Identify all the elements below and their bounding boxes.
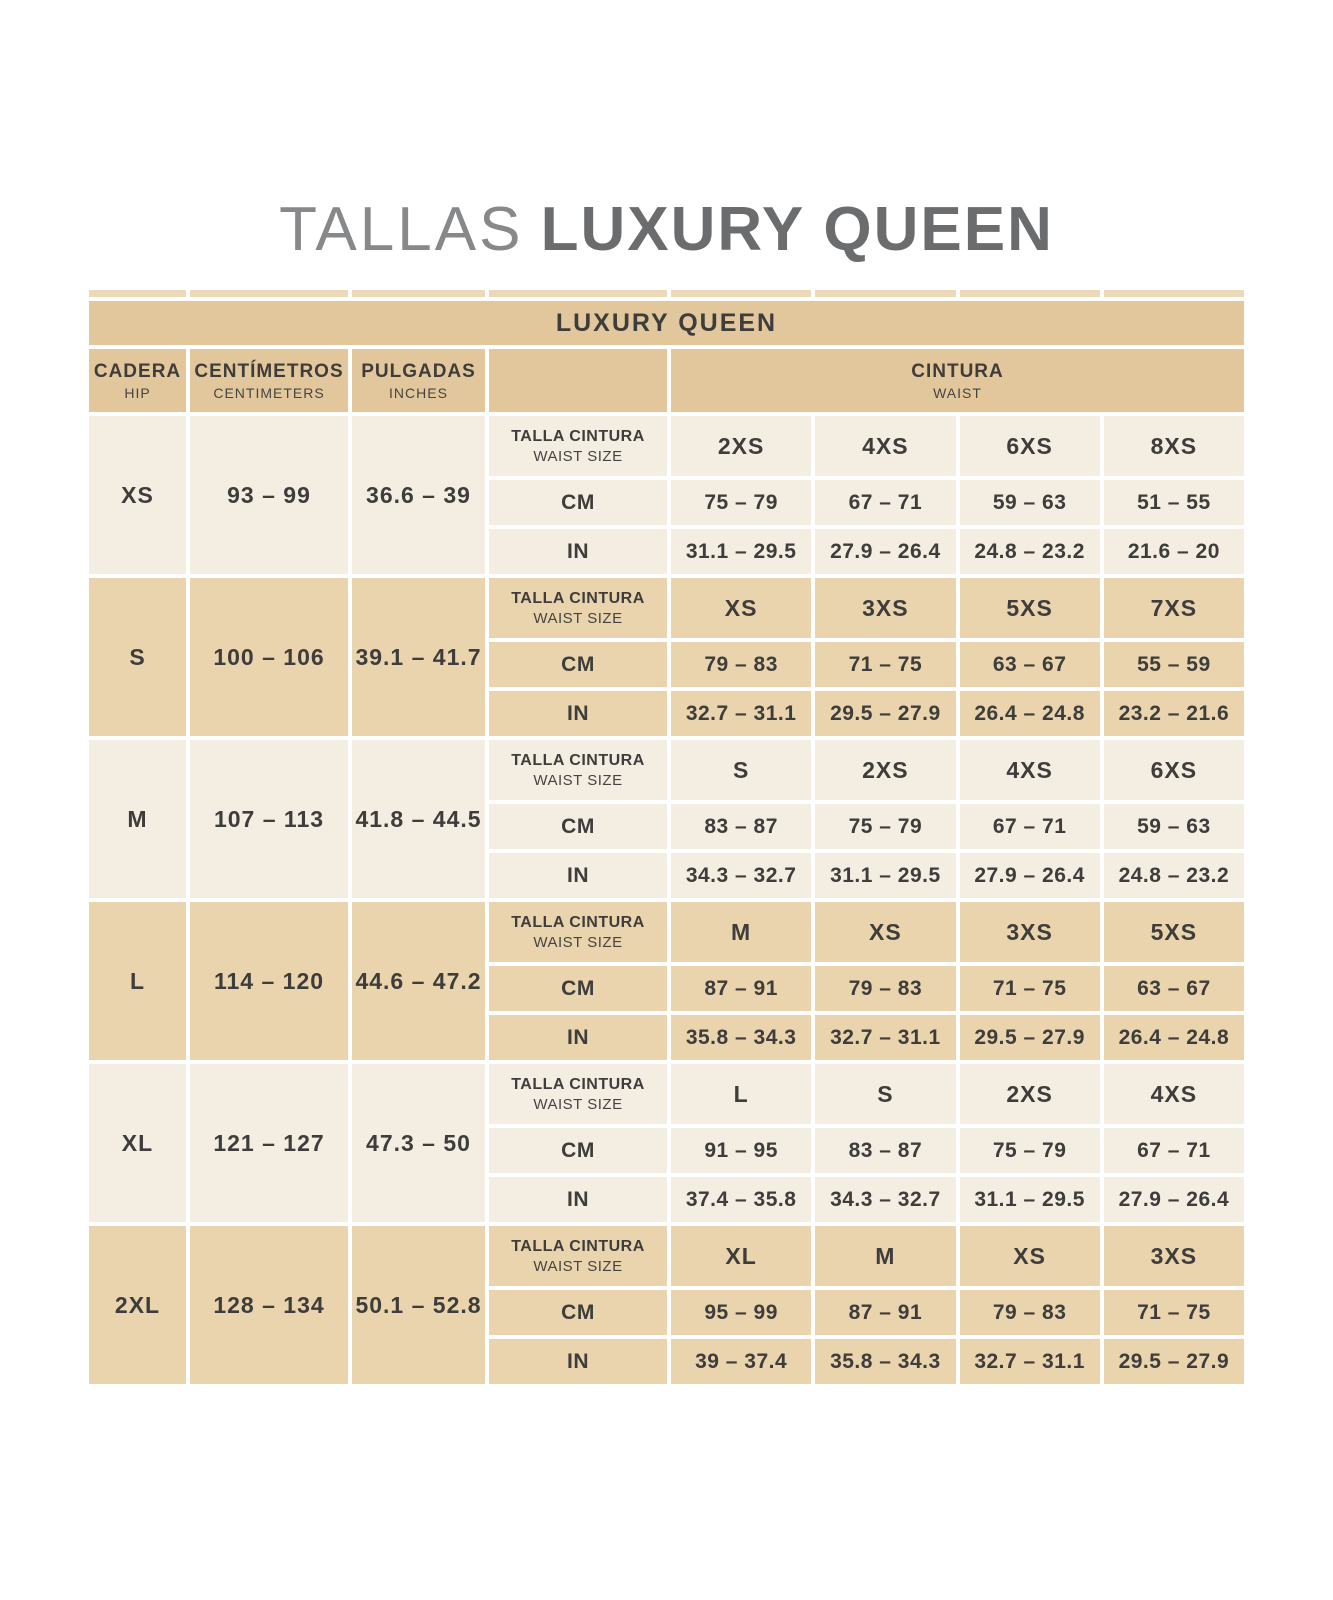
waist-in-cell: 34.3 – 32.7: [815, 1177, 955, 1222]
cm-unit-label-cell: CM: [489, 1290, 667, 1335]
waist-in-cell: 31.1 – 29.5: [671, 529, 811, 574]
size-row-group: [89, 578, 1244, 736]
waist-size-sublabel: WAIST SIZE: [533, 447, 623, 465]
waist-size-label-cell: [489, 416, 667, 476]
cm-unit-label-cell: CM: [489, 1128, 667, 1173]
waist-size-subrow: [489, 578, 1244, 638]
waist-size-cell: M: [671, 902, 811, 962]
waist-size-cell: XL: [671, 1226, 811, 1286]
waist-size-subrow: [489, 740, 1244, 800]
waist-in-cell: 37.4 – 35.8: [671, 1177, 811, 1222]
waist-in-cell: 31.1 – 29.5: [815, 853, 955, 898]
page-title-bold: LUXURY QUEEN: [540, 195, 1054, 264]
waist-size-subrow: [489, 902, 1244, 962]
waist-cm-cell: 91 – 95: [671, 1128, 811, 1173]
header-hip-sublabel: HIP: [124, 384, 151, 401]
waist-cm-cell: 79 – 83: [671, 642, 811, 687]
table-header-row: [89, 349, 1244, 412]
waist-in-cell: 32.7 – 31.1: [671, 691, 811, 736]
waist-in-subrow: [489, 1339, 1244, 1384]
waist-in-cell: 29.5 – 27.9: [1104, 1339, 1244, 1384]
waist-cm-subrow: [489, 1290, 1244, 1335]
waist-size-label-cell: [489, 1064, 667, 1124]
waist-size-cell: 3XS: [960, 902, 1100, 962]
waist-cm-cell: 75 – 79: [671, 480, 811, 525]
page-title: [0, 0, 1333, 264]
waist-size-cell: S: [815, 1064, 955, 1124]
size-table-body: [89, 416, 1244, 1384]
waist-size-sublabel: WAIST SIZE: [533, 1095, 623, 1113]
waist-size-cell: XS: [671, 578, 811, 638]
size-row-group: [89, 416, 1244, 574]
in-unit-label-cell: IN: [489, 853, 667, 898]
hip-in-range-cell: 36.6 – 39: [352, 416, 485, 574]
waist-size-cell: 2XS: [960, 1064, 1100, 1124]
page-title-light: TALLAS: [279, 195, 524, 264]
waist-cm-cell: 67 – 71: [960, 804, 1100, 849]
waist-cm-cell: 87 – 91: [815, 1290, 955, 1335]
waist-in-cell: 27.9 – 26.4: [1104, 1177, 1244, 1222]
waist-in-cell: 23.2 – 21.6: [1104, 691, 1244, 736]
waist-cm-cell: 67 – 71: [815, 480, 955, 525]
size-row-group: [89, 902, 1244, 1060]
waist-cm-cell: 95 – 99: [671, 1290, 811, 1335]
table-top-sliver: [89, 290, 1244, 297]
waist-cm-subrow: [489, 480, 1244, 525]
waist-size-sublabel: WAIST SIZE: [533, 609, 623, 627]
hip-size-cell: XL: [89, 1064, 186, 1222]
waist-subrows: [489, 902, 1244, 1060]
waist-in-cell: 29.5 – 27.9: [960, 1015, 1100, 1060]
waist-size-cell: 2XS: [671, 416, 811, 476]
waist-in-subrow: [489, 691, 1244, 736]
hip-cm-range-cell: 128 – 134: [190, 1226, 348, 1384]
waist-size-cell: 8XS: [1104, 416, 1244, 476]
sliver-segment: [1104, 290, 1244, 297]
waist-size-cell: 5XS: [960, 578, 1100, 638]
header-waist: [671, 349, 1244, 412]
waist-in-cell: 26.4 – 24.8: [1104, 1015, 1244, 1060]
sliver-segment: [960, 290, 1100, 297]
header-inches: [352, 349, 485, 412]
sliver-segment: [190, 290, 348, 297]
waist-in-cell: 35.8 – 34.3: [815, 1339, 955, 1384]
waist-cm-cell: 51 – 55: [1104, 480, 1244, 525]
waist-cm-subrow: [489, 966, 1244, 1011]
waist-cm-cell: 79 – 83: [815, 966, 955, 1011]
waist-size-cell: 4XS: [1104, 1064, 1244, 1124]
hip-cm-range-cell: 107 – 113: [190, 740, 348, 898]
waist-cm-cell: 67 – 71: [1104, 1128, 1244, 1173]
waist-cm-subrow: [489, 642, 1244, 687]
waist-size-label: TALLA CINTURA: [511, 1237, 645, 1255]
waist-cm-subrow: [489, 1128, 1244, 1173]
waist-size-label: TALLA CINTURA: [511, 913, 645, 931]
waist-size-cell: 5XS: [1104, 902, 1244, 962]
hip-in-range-cell: 44.6 – 47.2: [352, 902, 485, 1060]
waist-size-label: TALLA CINTURA: [511, 589, 645, 607]
hip-size-cell: S: [89, 578, 186, 736]
waist-cm-cell: 83 – 87: [671, 804, 811, 849]
waist-in-subrow: [489, 529, 1244, 574]
waist-size-cell: 3XS: [815, 578, 955, 638]
header-waist-sublabel: WAIST: [933, 384, 982, 401]
waist-size-label: TALLA CINTURA: [511, 751, 645, 769]
size-row-group: [89, 740, 1244, 898]
hip-in-range-cell: 39.1 – 41.7: [352, 578, 485, 736]
waist-size-cell: 2XS: [815, 740, 955, 800]
waist-cm-cell: 55 – 59: [1104, 642, 1244, 687]
header-centimeters-sublabel: CENTIMETERS: [213, 384, 325, 401]
hip-in-range-cell: 41.8 – 44.5: [352, 740, 485, 898]
waist-size-label-cell: [489, 1226, 667, 1286]
hip-cm-range-cell: 93 – 99: [190, 416, 348, 574]
hip-size-cell: L: [89, 902, 186, 1060]
in-unit-label-cell: IN: [489, 1339, 667, 1384]
waist-size-cell: L: [671, 1064, 811, 1124]
waist-size-label: TALLA CINTURA: [511, 427, 645, 445]
cm-unit-label-cell: CM: [489, 642, 667, 687]
in-unit-label-cell: IN: [489, 1177, 667, 1222]
waist-size-cell: 4XS: [815, 416, 955, 476]
hip-in-range-cell: 47.3 – 50: [352, 1064, 485, 1222]
waist-size-label-cell: [489, 578, 667, 638]
cm-unit-label-cell: CM: [489, 804, 667, 849]
waist-size-sublabel: WAIST SIZE: [533, 933, 623, 951]
waist-size-subrow: [489, 1064, 1244, 1124]
waist-cm-cell: 71 – 75: [815, 642, 955, 687]
size-row-group: [89, 1064, 1244, 1222]
sliver-segment: [89, 290, 186, 297]
waist-in-cell: 31.1 – 29.5: [960, 1177, 1100, 1222]
hip-cm-range-cell: 121 – 127: [190, 1064, 348, 1222]
waist-in-cell: 26.4 – 24.8: [960, 691, 1100, 736]
waist-cm-cell: 83 – 87: [815, 1128, 955, 1173]
waist-size-cell: S: [671, 740, 811, 800]
sliver-segment: [352, 290, 485, 297]
waist-in-subrow: [489, 853, 1244, 898]
waist-cm-cell: 59 – 63: [1104, 804, 1244, 849]
waist-cm-subrow: [489, 804, 1244, 849]
waist-size-label: TALLA CINTURA: [511, 1075, 645, 1093]
in-unit-label-cell: IN: [489, 529, 667, 574]
waist-in-cell: 32.7 – 31.1: [815, 1015, 955, 1060]
waist-in-cell: 29.5 – 27.9: [815, 691, 955, 736]
header-inches-sublabel: INCHES: [389, 384, 448, 401]
header-centimeters-label: CENTÍMETROS: [194, 360, 344, 382]
waist-cm-cell: 75 – 79: [815, 804, 955, 849]
waist-cm-cell: 71 – 75: [1104, 1290, 1244, 1335]
header-centimeters: [190, 349, 348, 412]
waist-size-cell: XS: [960, 1226, 1100, 1286]
waist-size-cell: 6XS: [960, 416, 1100, 476]
waist-cm-cell: 63 – 67: [960, 642, 1100, 687]
waist-in-cell: 35.8 – 34.3: [671, 1015, 811, 1060]
header-inches-label: PULGADAS: [361, 360, 476, 382]
waist-size-sublabel: WAIST SIZE: [533, 771, 623, 789]
hip-in-range-cell: 50.1 – 52.8: [352, 1226, 485, 1384]
waist-cm-cell: 79 – 83: [960, 1290, 1100, 1335]
waist-size-label-cell: [489, 740, 667, 800]
waist-subrows: [489, 1226, 1244, 1384]
hip-size-cell: M: [89, 740, 186, 898]
header-waist-label: CINTURA: [911, 360, 1004, 382]
waist-subrows: [489, 1064, 1244, 1222]
waist-in-cell: 27.9 – 26.4: [960, 853, 1100, 898]
cm-unit-label-cell: CM: [489, 966, 667, 1011]
waist-in-subrow: [489, 1015, 1244, 1060]
hip-size-cell: 2XL: [89, 1226, 186, 1384]
header-spacer: [489, 349, 667, 412]
waist-in-cell: 32.7 – 31.1: [960, 1339, 1100, 1384]
waist-size-label-cell: [489, 902, 667, 962]
waist-subrows: [489, 416, 1244, 574]
waist-in-cell: 27.9 – 26.4: [815, 529, 955, 574]
waist-in-cell: 24.8 – 23.2: [1104, 853, 1244, 898]
waist-in-cell: 24.8 – 23.2: [960, 529, 1100, 574]
waist-size-sublabel: WAIST SIZE: [533, 1257, 623, 1275]
size-row-group: [89, 1226, 1244, 1384]
hip-size-cell: XS: [89, 416, 186, 574]
waist-subrows: [489, 740, 1244, 898]
waist-in-cell: 39 – 37.4: [671, 1339, 811, 1384]
waist-cm-cell: 75 – 79: [960, 1128, 1100, 1173]
size-table: [89, 290, 1244, 1384]
waist-size-cell: 3XS: [1104, 1226, 1244, 1286]
waist-size-cell: 7XS: [1104, 578, 1244, 638]
waist-size-subrow: [489, 1226, 1244, 1286]
waist-cm-cell: 59 – 63: [960, 480, 1100, 525]
cm-unit-label-cell: CM: [489, 480, 667, 525]
hip-cm-range-cell: 114 – 120: [190, 902, 348, 1060]
waist-size-cell: 6XS: [1104, 740, 1244, 800]
header-hip-label: CADERA: [93, 360, 182, 382]
waist-in-subrow: [489, 1177, 1244, 1222]
waist-size-cell: 4XS: [960, 740, 1100, 800]
waist-size-subrow: [489, 416, 1244, 476]
waist-size-cell: XS: [815, 902, 955, 962]
waist-cm-cell: 71 – 75: [960, 966, 1100, 1011]
sliver-segment: [489, 290, 667, 297]
waist-subrows: [489, 578, 1244, 736]
in-unit-label-cell: IN: [489, 1015, 667, 1060]
waist-cm-cell: 87 – 91: [671, 966, 811, 1011]
waist-in-cell: 34.3 – 32.7: [671, 853, 811, 898]
sliver-segment: [671, 290, 811, 297]
waist-in-cell: 21.6 – 20: [1104, 529, 1244, 574]
waist-cm-cell: 63 – 67: [1104, 966, 1244, 1011]
sliver-segment: [815, 290, 955, 297]
hip-cm-range-cell: 100 – 106: [190, 578, 348, 736]
waist-size-cell: M: [815, 1226, 955, 1286]
in-unit-label-cell: IN: [489, 691, 667, 736]
header-hip: [89, 349, 186, 412]
table-banner: LUXURY QUEEN: [89, 301, 1244, 345]
